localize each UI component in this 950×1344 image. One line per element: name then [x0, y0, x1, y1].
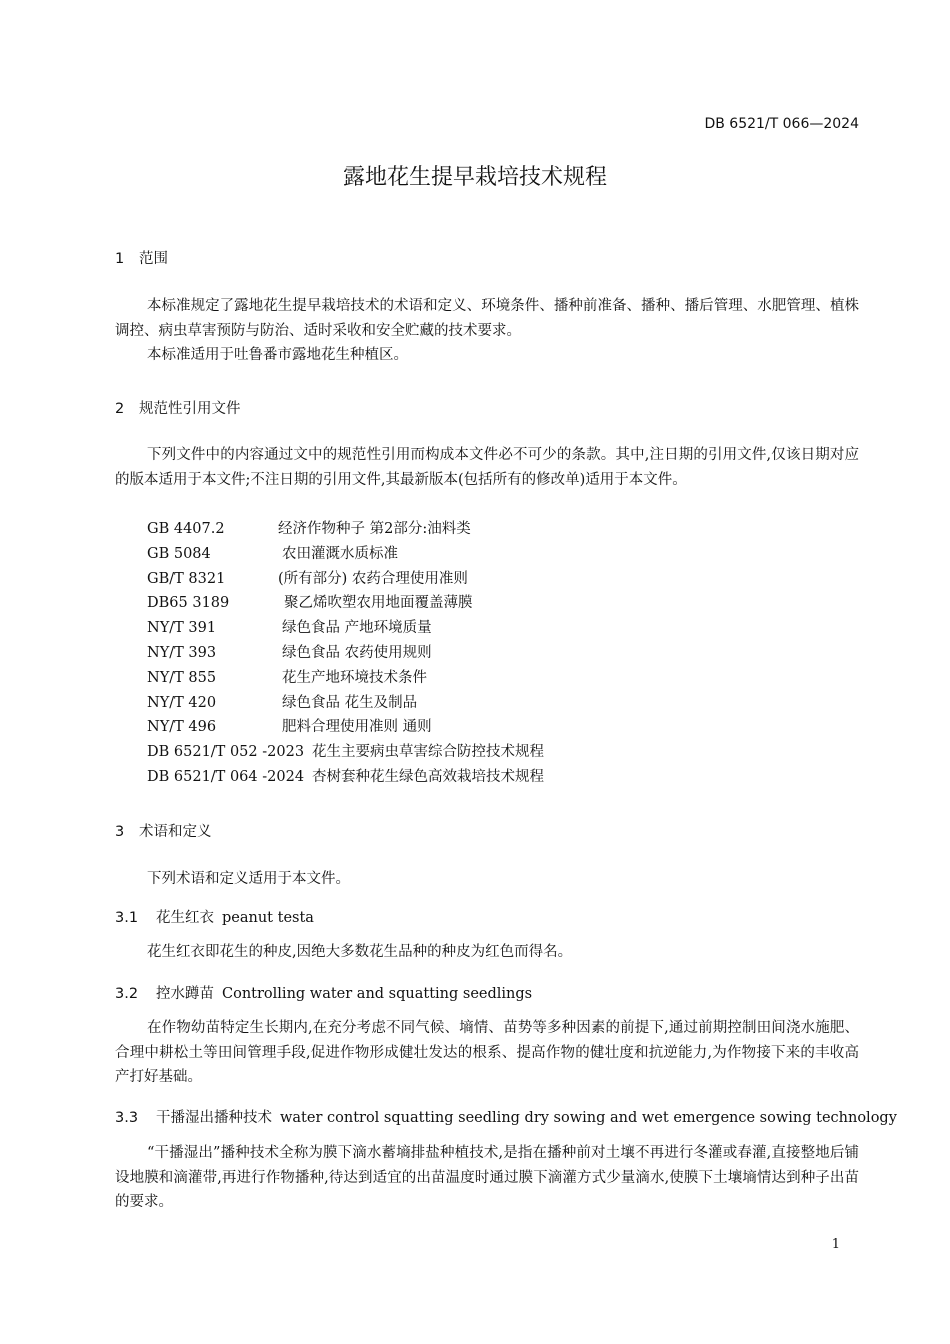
reference-name: 花生主要病虫草害综合防控技术规程	[312, 744, 544, 761]
reference-code: DB 6521/T 064 -2024	[147, 768, 305, 785]
term-chinese: 花生红衣	[156, 910, 214, 926]
paragraph: 本标准适用于吐鲁番市露地花生种植区。	[147, 347, 408, 363]
paragraph: 下列文件中的内容通过文中的规范性引用而构成本文件必不可少的条款。其中,注日期的引用文件,仅该日期对应的版本适用于本文件;不注日期的引用文件,其最新版本(包括所有的修改单)适用于本文件。	[115, 447, 859, 488]
section-3-heading	[115, 820, 212, 841]
section-number: 1	[115, 251, 125, 267]
reference-code: DB65 3189	[147, 595, 230, 612]
reference-name: 绿色食品 农药使用规则	[282, 644, 432, 661]
paragraph: 下列术语和定义适用于本文件。	[147, 871, 350, 887]
term-3-2-definition	[115, 1016, 859, 1090]
term-english: water control squatting seedling dry sowing and wet emergence sowing technology	[280, 1110, 897, 1126]
section-title: 范围	[139, 251, 168, 267]
reference-item	[147, 567, 544, 592]
reference-code: NY/T 391	[147, 620, 217, 637]
page-title: 露地花生提早栽培技术规程	[342, 165, 607, 190]
section-number: 3	[115, 824, 125, 840]
paragraph: “干播湿出”播种技术全称为膜下滴水蓄墒排盐种植技术,是指在播种前对土壤不再进行冬灌或春灌,直接整地后铺设地膜和滴灌带,再进行作物播种,待达到适宜的出苗温度时通过膜下滴灌方式少量滴水,使膜下土壤墒情达到种子出苗的要求。	[115, 1145, 859, 1210]
reference-item	[147, 740, 544, 765]
reference-item	[147, 616, 544, 641]
term-number: 3.3	[115, 1110, 139, 1126]
term-english: Controlling water and squatting seedlings	[222, 986, 533, 1002]
reference-code: NY/T 393	[147, 644, 217, 661]
reference-code: NY/T 496	[147, 719, 217, 736]
term-3-2-heading	[115, 982, 532, 1003]
section-2-body	[115, 443, 859, 492]
reference-name: 绿色食品 花生及制品	[282, 694, 418, 711]
reference-name: 聚乙烯吹塑农用地面覆盖薄膜	[284, 595, 473, 612]
reference-name: 花生产地环境技术条件	[282, 669, 427, 686]
paragraph: 在作物幼苗特定生长期内,在充分考虑不同气候、墒情、苗势等多种因素的前提下,通过前期控制田间浇水施肥、合理中耕松土等田间管理手段,促进作物形成健壮发达的根系、提高作物的健壮度和抗逆能力,为作物接下来的丰收高产打好基础。	[115, 1020, 859, 1085]
term-chinese: 干播湿出播种技术	[156, 1110, 272, 1126]
term-3-3-definition	[115, 1141, 859, 1215]
term-number: 3.1	[115, 910, 139, 926]
section-number: 2	[115, 401, 125, 417]
reference-item	[147, 765, 544, 790]
term-chinese: 控水蹲苗	[156, 986, 214, 1002]
reference-item	[147, 691, 544, 716]
reference-item	[147, 542, 544, 567]
reference-name: 绿色食品 产地环境质量	[282, 620, 432, 637]
section-1-heading	[115, 247, 168, 268]
paragraph: 花生红衣即花生的种皮,因绝大多数花生品种的种皮为红色而得名。	[147, 944, 573, 960]
reference-name: (所有部分) 农药合理使用准则	[278, 570, 468, 587]
term-number: 3.2	[115, 986, 139, 1002]
reference-item	[147, 666, 544, 691]
term-3-3-heading	[115, 1106, 897, 1127]
section-2-heading	[115, 397, 241, 418]
reference-item	[147, 517, 544, 542]
paragraph: 本标准规定了露地花生提早栽培技术的术语和定义、环境条件、播种前准备、播种、播后管理、水肥管理、植株调控、病虫草害预防与防治、适时采收和安全贮藏的技术要求。	[115, 298, 859, 339]
reference-item	[147, 591, 544, 616]
reference-code: DB 6521/T 052 -2023	[147, 744, 305, 761]
reference-name: 肥料合理使用准则 通则	[282, 719, 432, 736]
section-title: 术语和定义	[139, 824, 212, 840]
reference-code: GB 4407.2	[147, 521, 225, 537]
reference-name: 杏树套种花生绿色高效栽培技术规程	[312, 768, 544, 785]
term-english: peanut testa	[222, 910, 314, 926]
reference-list	[147, 517, 544, 790]
page-number: 1	[831, 1237, 840, 1252]
reference-code: NY/T 855	[147, 669, 217, 686]
term-3-1-heading	[115, 906, 314, 927]
reference-item	[147, 641, 544, 666]
section-title: 规范性引用文件	[139, 401, 241, 417]
reference-code: NY/T 420	[147, 694, 217, 711]
reference-item	[147, 715, 544, 740]
section-1-body	[115, 294, 859, 368]
reference-code: GB/T 8321	[147, 570, 226, 587]
reference-code: GB 5084	[147, 545, 211, 562]
reference-name: 农田灌溉水质标准	[282, 545, 398, 562]
term-3-1-definition	[115, 940, 859, 965]
section-3-intro	[115, 867, 859, 892]
reference-name: 经济作物种子 第2部分:油料类	[278, 521, 471, 537]
document-number: DB 6521/T 066—2024	[704, 116, 859, 132]
